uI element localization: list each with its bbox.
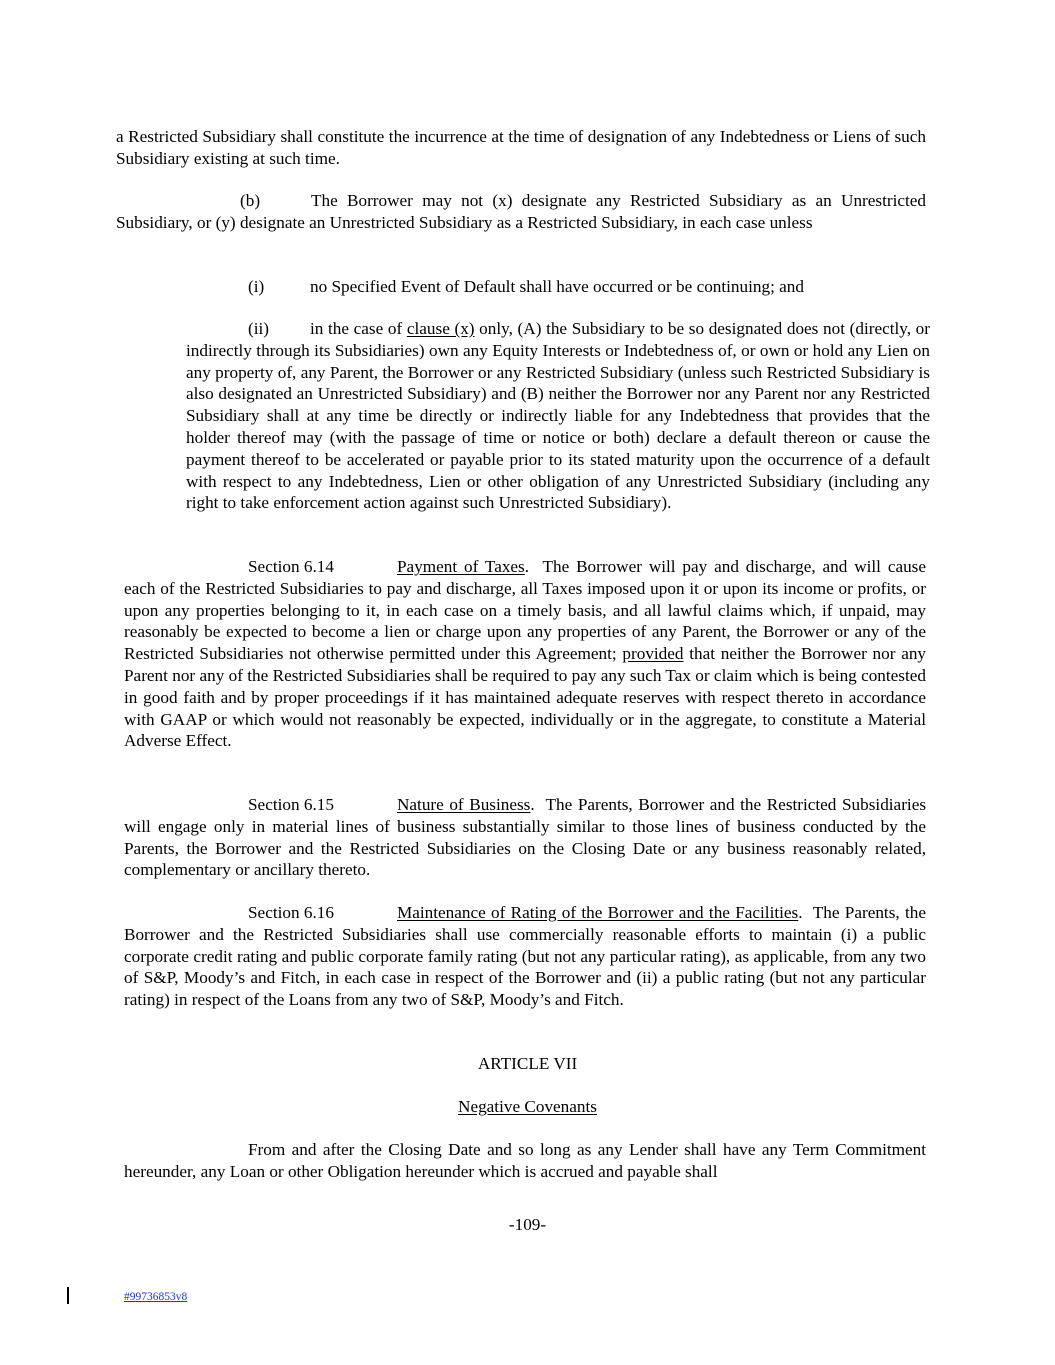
list-item-label: (i) — [248, 277, 265, 296]
document-id-link[interactable]: #99736853v8 — [124, 1291, 188, 1303]
section-text-continued: that neither the Borrower nor any Parent nor any of the Restricted Subsidiaries shall be required to pay any such Tax or claim which is being contested in good faith and by proper proceedings if it has maintained adequate reserves with respect thereto in accordance with GAAP or which would not reasonably be expected, individually or in the aggregate, to constitute a Material Adverse Effect. — [124, 644, 927, 751]
list-item-text-lead: in the case of — [310, 319, 403, 338]
section-6-15: Section 6.15 Nature of Business. The Parents, Borrower and the Restricted Subsidiaries will engage only in material lines of business substantially similar to those lines of business conducted by the Parents, the Borrower and the Restricted Subsidiaries on the Closing Date or any business reasonably related, complementary or ancillary thereto. — [124, 795, 927, 880]
list-item-text: only, (A) the Subsidiary to be so designated does not (directly, or indirectly through its Subsidiaries) own any Equity Interests or Indebtedness of, or own or hold any Lien on any property of, any Parent, the Borrower or any Restricted Subsidiary (unless such Restricted Subsidiary is also designated an Unrestricted Subsidiary) and (B) neither the Borrower nor any Parent nor any Restricted Subsidiary shall at any time be directly or indirectly liable for any Indebtedness that provides that the holder thereof may (with the passage of time or notice or both) declare a default thereon or cause the payment thereof to be accelerated or payable prior to its stated maturity upon the occurrence of a default with respect to any Indebtedness, Lien or other obligation of any Unrestricted Subsidiary (including any right to take enforcement action against such Unrestricted Subsidiary). — [186, 319, 930, 513]
section-number: Section 6.15 — [248, 795, 334, 814]
paragraph-b — [116, 190, 926, 234]
section-6-16: Section 6.16 Maintenance of Rating of the Borrower and the Facilities. The Parents, the Borrower and the Restricted Subsidiaries shall use commercially reasonable efforts to maintain (i) a public corporate credit rating and public corporate family rating (but not any particular rating), as applicable, from any two of S&P, Moody’s and Fitch, in each case in respect of the Borrower and (ii) a public rating (but not any particular rating) in respect of the Loans from any two of S&P, Moody’s and Fitch. — [124, 903, 926, 1010]
provided-term: provided — [622, 644, 684, 664]
section-text: The Parents, Borrower and the Restricted Subsidiaries will engage only in material lines of business substantially similar to those lines of business conducted by the Parents, the Borrower and the Restricted Subsidiaries on the Closing Date or any business reasonably related, complementary or ancillary thereto. — [124, 795, 927, 880]
section-text: The Parents, the Borrower and the Restricted Subsidiaries shall use commercially reasonable efforts to maintain (i) a public corporate credit rating and public corporate family rating (but not any particular rating), as applicable, from any two of S&P, Moody’s and Fitch, in each case in respect of the Borrower and (ii) a public rating (but not any particular rating) in respect of the Loans from any two of S&P, Moody’s and Fitch. — [124, 903, 926, 1010]
clause-reference: clause (x) — [406, 319, 475, 338]
article-title — [0, 1096, 1055, 1118]
section-heading: Payment of Taxes — [397, 557, 525, 576]
article-number: ARTICLE VII — [477, 1054, 578, 1073]
section-number: Section 6.16 — [248, 903, 334, 922]
paragraph-text: From and after the Closing Date and so long as any Lender shall have any Term Commitment hereunder, any Loan or other Obligation hereunder which is accrued and payable shall — [124, 1140, 926, 1181]
section-6-14: Section 6.14 Payment of Taxes. The Borrower will pay and discharge, and will cause each of the Restricted Subsidiaries to pay and discharge, all Taxes imposed upon it or upon its income or profits, or upon any properties belonging to it, in each case on a timely basis, and all lawful claims which, if unpaid, may reasonably be expected to become a lien or charge upon any properties of any Parent, the Borrower or any of the Restricted Subsidiaries not otherwise permitted under this Agreement; provided that neither the Borrower nor any Parent nor any of the Restricted Subsidiaries shall be required to pay any such Tax or claim which is being contested in good faith and by proper proceedings if it has maintained adequate reserves with respect thereto in accordance with GAAP or which would not reasonably be expected, individually or in the aggregate, to constitute a Material Adverse Effect. — [124, 557, 927, 751]
page-number: -109- — [508, 1215, 547, 1234]
revision-bar — [67, 1287, 69, 1304]
paragraph-text: The Borrower may not (x) designate any Restricted Subsidiary as an Unrestricted Subsidiary, or (y) designate an Unrestricted Subsidiary as a Restricted Subsidiary, in each case unless — [116, 191, 926, 232]
section-number: Section 6.14 — [248, 557, 334, 576]
section-heading: Maintenance of Rating of the Borrower and the Facilities — [397, 903, 799, 922]
section-text: The Borrower will pay and discharge, and will cause each of the Restricted Subsidiaries to pay and discharge, all Taxes imposed upon it or upon its income or profits, or upon any properties belonging to it, in each case on a timely basis, and all lawful claims which, if unpaid, may reasonably be expected to become a lien or charge upon any properties of any Parent, the Borrower or any of the Restricted Subsidiaries not otherwise permitted under this Agreement; — [124, 557, 926, 664]
paragraph-continued — [116, 126, 926, 170]
paragraph-text: a Restricted Subsidiary shall constitute the incurrence at the time of designation of any Indebtedness or Liens of such Subsidiary existing at such time. — [116, 127, 926, 168]
list-item-ii — [186, 318, 930, 514]
article-title-text: Negative Covenants — [458, 1097, 597, 1116]
paragraph-label: (b) — [240, 191, 261, 210]
article-intro-paragraph — [124, 1139, 926, 1183]
list-item-text: no Specified Event of Default shall have occurred or be continuing; and — [310, 277, 804, 296]
list-item-i — [248, 276, 928, 298]
section-heading: Nature of Business — [397, 795, 531, 814]
list-item-label: (ii) — [248, 319, 269, 338]
